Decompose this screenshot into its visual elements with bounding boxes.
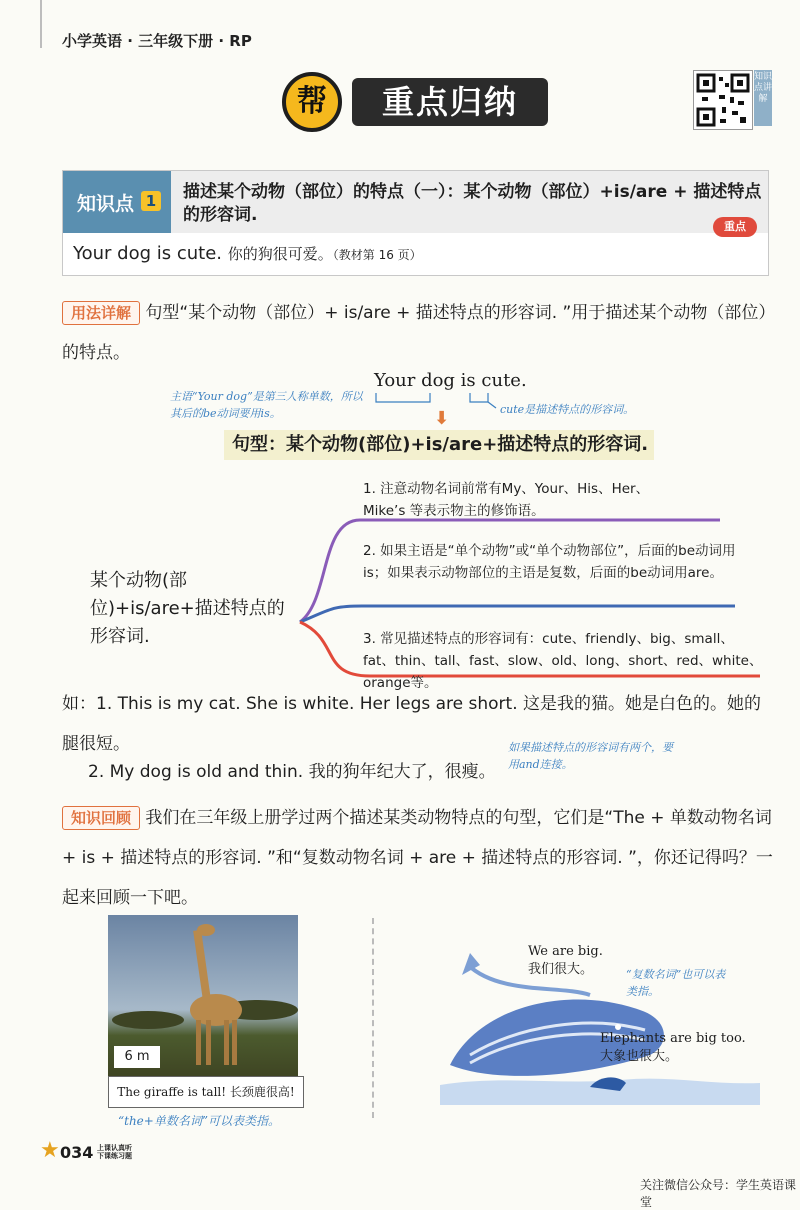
wechat-footer: 关注微信公众号：学生英语课堂 bbox=[640, 1178, 797, 1209]
example-en: Your dog is cute. bbox=[73, 243, 222, 264]
example-2: 2. My dog is old and thin. 我的狗年纪大了，很瘦。 bbox=[88, 762, 496, 782]
branch-1: 1. 注意动物名词前常有My、Your、His、Her、Mike’s 等表示物主的修饰语。 bbox=[363, 481, 650, 519]
usage-text: 句型“某个动物（部位）+ is/are + 描述特点的形容词. ”用于描述某个动物（部位）的特点。 bbox=[62, 303, 767, 363]
whale-note: “复数名词”也可以表类指。 bbox=[626, 968, 726, 998]
diagram-sentence: Your dog is cute. bbox=[374, 370, 527, 391]
note-and: 如果描述特点的形容词有两个，要用and连接。 bbox=[508, 741, 673, 771]
giraffe-height-label: 6 m bbox=[114, 1046, 160, 1068]
whale-cn: 我们很大。 bbox=[528, 962, 594, 977]
knowledge-label: 知识点 bbox=[77, 193, 135, 215]
key-point-badge: 重点 bbox=[713, 217, 757, 237]
giraffe-caption: The giraffe is tall! 长颈鹿很高! bbox=[108, 1076, 304, 1108]
title-text: 重点归纳 bbox=[352, 78, 548, 126]
branch-2: 2. 如果主语是“单个动物”或“单个动物部位”，后面的be动词用is；如果表示动物部位的主语是复数，后面的be动词用are。 bbox=[363, 543, 736, 581]
example-1-text: 1. This is my cat. She is white. Her legs are short. 这是我的猫。她是白色的。她的腿很短。 bbox=[62, 694, 762, 754]
star-icon: ★ bbox=[40, 1138, 60, 1163]
qr-tab: 知识点讲解 bbox=[754, 70, 772, 126]
pattern-text: 句型：某个动物(部位)+is/are+描述特点的形容词. bbox=[232, 434, 649, 455]
example-cn: 你的狗很可爱。 bbox=[227, 245, 333, 263]
page-number: 034 bbox=[60, 1143, 94, 1162]
note-cute: cute是描述特点的形容词。 bbox=[500, 403, 635, 416]
knowledge-title: 描述某个动物（部位）的特点（一）：某个动物（部位）+is/are + 描述特点的形容词. bbox=[183, 182, 762, 225]
example-prefix: 如： bbox=[62, 694, 96, 714]
sentence-pattern bbox=[224, 430, 654, 460]
whale-en: We are big. bbox=[528, 944, 603, 959]
footer-motto: 上课认真听 下课练习题 bbox=[97, 1144, 132, 1160]
series-header: 小学英语 · 三年级下册 · RP bbox=[62, 32, 252, 50]
giraffe-note: “the+单数名词”可以表类指。 bbox=[118, 1114, 280, 1128]
down-arrow-icon: ⬇ bbox=[434, 408, 450, 429]
knowledge-number: 1 bbox=[141, 191, 161, 211]
review-text: 我们在三年级上册学过两个描述某类动物特点的句型，它们是“The + 单数动物名词 + is + 描述特点的形容词. ”和“复数动物名词 + are + 描述特点的形容词. ”，你还记得吗？一起来回顾一下吧。 bbox=[62, 808, 773, 908]
tree-root: 某个动物(部位)+is/are+描述特点的形容词. bbox=[90, 570, 285, 647]
title-badge: 帮 bbox=[282, 72, 342, 132]
elephant-en: Elephants are big too. bbox=[600, 1031, 746, 1046]
elephant-cn: 大象也很大。 bbox=[600, 1049, 679, 1064]
picture-divider bbox=[372, 918, 374, 1118]
review-paragraph bbox=[62, 798, 774, 918]
usage-tag: 用法详解 bbox=[62, 301, 140, 325]
note-third-person: 主语“Your dog”是第三人称单数，所以其后的be动词要用is。 bbox=[170, 390, 363, 420]
elephant-text bbox=[600, 1030, 746, 1066]
branch-3: 3. 常见描述特点的形容词有：cute、friendly、big、small、fat、thin、tall、fast、slow、old、long、short、red、white、orange等。 bbox=[363, 631, 763, 691]
review-tag: 知识回顾 bbox=[62, 806, 140, 830]
example-page: （教材第 16 页） bbox=[332, 248, 422, 262]
whale-text bbox=[528, 943, 603, 979]
